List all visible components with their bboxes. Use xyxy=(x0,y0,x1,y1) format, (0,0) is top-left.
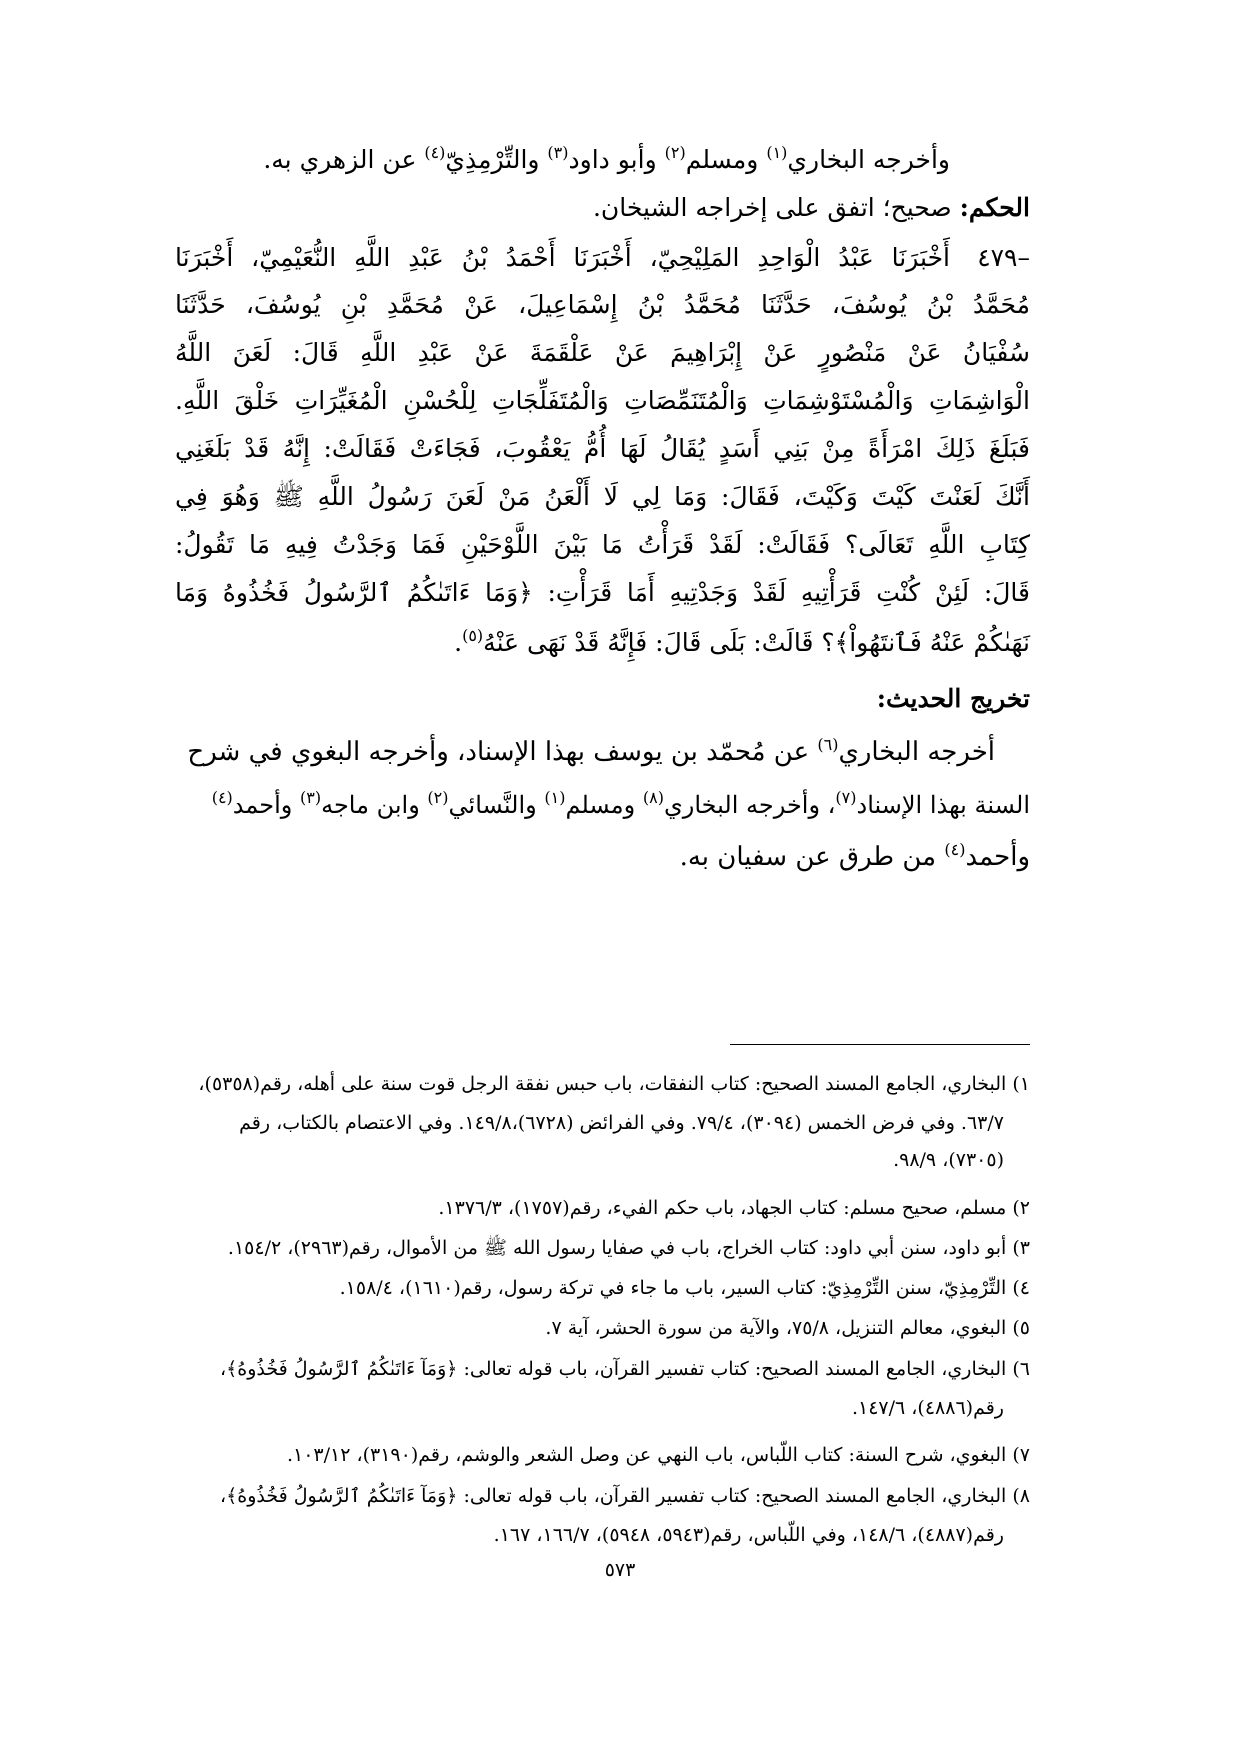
takhrij-line-2: السنة بهذا الإسناد$^{(٧)}$، وأخرجه البخاري$^{(٨)}$ ومسلم$^{(١)}$ والنَّسائي$^{(٢)}$ وابن ماجه$^{(٣)}$ وأحمد$^{(٤)}$ xyxy=(211,788,1030,819)
ruling-line: الحكم: صحيح؛ اتفق على إخراجه الشيخان. xyxy=(592,193,1030,222)
footnote-1-cont2: (٧٣٠٥)، ٩٨/٩. xyxy=(893,1149,1004,1171)
hadith-line-7: كِتَابِ اللَّهِ تَعَالَى؟ فَقَالَتْ: لَقَدْ قَرَأْتُ مَا بَيْنَ اللَّوْحَيْنِ فَمَا وَجَدْتُ فِيهِ مَا تَقُولُ: xyxy=(175,530,1030,559)
takhrij-line-1: أخرجه البخاري$^{(٦)}$ عن مُحمّد بن يوسف بهذا الإسناد، وأخرجه البغوي في شرح xyxy=(187,735,995,767)
takhrij-line-3: وأحمد$^{(٤)}$ من طرق عن سفيان به. xyxy=(679,840,1030,872)
footnote-7: ٧) البغوي، شرح السنة: كتاب اللّباس، باب النهي عن وصل الشعر والوشم، رقم(٣١٩٠)، ١٠٣/١٢. xyxy=(286,1444,1030,1466)
takhrij-line-prev: وأخرجه البخاري$^{(١)}$ ومسلم$^{(٢)}$ وأبو داود$^{(٣)}$ والتِّرْمِذِيّ$^{(٤)}$ عن الزهري به. xyxy=(263,143,950,174)
hadith-line-5: فَبَلَغَ ذَلِكَ امْرَأَةً مِنْ بَنِي أَسَدٍ يُقَالُ لَهَا أُمُّ يَعْقُوبَ، فَجَاءَتْ فَقَالَتْ: إِنَّهُ قَدْ بَلَغَنِي xyxy=(175,434,1030,463)
footnote-1-cont: ٦٣/٧. وفي فرض الخمس (٣٠٩٤)، ٧٩/٤. وفي الفرائض (٦٧٢٨)،١٤٩/٨. وفي الاعتصام بالكتاب، رقم xyxy=(239,1112,1004,1134)
page-number: ٥٧٣ xyxy=(604,1559,636,1581)
footnote-6: ٦) البخاري، الجامع المسند الصحيح: كتاب تفسير القرآن، باب قوله تعالى: ﴿وَمَآ ءَاتَىٰكُمُ ٱلرَّسُولُ فَخُذُوهُ﴾، xyxy=(219,1358,1030,1380)
footnote-8: ٨) البخاري، الجامع المسند الصحيح: كتاب تفسير القرآن، باب قوله تعالى: ﴿وَمَآ ءَاتَىٰكُمُ ٱلرَّسُولُ فَخُذُوهُ﴾، xyxy=(219,1485,1030,1507)
footnote-1: ١) البخاري، الجامع المسند الصحيح: كتاب النفقات، باب حبس نفقة الرجل قوت سنة على أهله، رقم(٥٣٥٨)، xyxy=(198,1073,1030,1095)
takhrij-title: تخريج الحديث: xyxy=(876,684,1030,713)
footnote-separator xyxy=(730,1044,1030,1045)
hadith-line-3: سُفْيَانُ عَنْ مَنْصُورٍ عَنْ إِبْرَاهِيمَ عَنْ عَلْقَمَةَ عَنْ عَبْدِ اللَّهِ قَالَ: لَعَنَ اللَّهُ xyxy=(175,338,1030,367)
hadith-line-8: قَالَ: لَئِنْ كُنْتِ قَرَأْتِيهِ لَقَدْ وَجَدْتِيهِ أَمَا قَرَأْتِ: ﴿وَمَا ءَاتَىٰكُمُ ٱلرَّسُولُ فَخُذُوهُ وَمَا xyxy=(175,578,1030,607)
footnote-4: ٤) التِّرْمِذِيّ، سنن التِّرْمِذِيّ: كتاب السير، باب ما جاء في تركة رسول، رقم(١٦١٠)، ١٥٨/٤. xyxy=(339,1277,1030,1299)
footnote-6-cont: رقم(٤٨٨٦)، ١٤٧/٦. xyxy=(851,1397,1004,1419)
hadith-number: ٤٧٩– xyxy=(977,243,1030,272)
footnote-2: ٢) مسلم، صحيح مسلم: كتاب الجهاد، باب حكم الفيء، رقم(١٧٥٧)، ١٣٧٦/٣. xyxy=(438,1197,1030,1219)
hadith-line-1: أَخْبَرَنَا عَبْدُ الْوَاحِدِ المَلِيْحِيّ، أَخْبَرَنَا أَحْمَدُ بْنُ عَبْدِ اللَّهِ النُّعَيْمِيّ، أَخْبَرَنَا xyxy=(175,243,950,272)
hadith-line-2: مُحَمَّدُ بْنُ يُوسُفَ، حَدَّثَنَا مُحَمَّدُ بْنُ إِسْمَاعِيلَ، عَنْ مُحَمَّدِ بْنِ يُوسُفَ، حَدَّثَنَا xyxy=(175,290,1030,319)
hadith-line-9: نَهَىٰكُمْ عَنْهُ فَٱنتَهُواْ﴾؟ قَالَتْ: بَلَى قَالَ: فَإِنَّهُ قَدْ نَهَى عَنْهُ$^{(٥)}$. xyxy=(454,626,1030,657)
hadith-line-6: أَنَّكَ لَعَنْتَ كَيْتَ وَكَيْتَ، فَقَالَ: وَمَا لِي لَا أَلْعَنُ مَنْ لَعَنَ رَسُولُ اللَّهِ ﷺ وَهُوَ فِي xyxy=(175,482,1030,511)
footnote-5: ٥) البغوي، معالم التنزيل، ٧٥/٨، والآية من سورة الحشر، آية ٧. xyxy=(545,1317,1030,1339)
footnote-3: ٣) أبو داود، سنن أبي داود: كتاب الخراج، باب في صفايا رسول الله ﷺ من الأموال، رقم(٢٩٦٣)، ١٥٤/٢. xyxy=(227,1237,1030,1259)
footnote-8-cont: رقم(٤٨٨٧)، ١٤٨/٦، وفي اللّباس، رقم(٥٩٤٣، ٥٩٤٨)، ١٦٦/٧، ١٦٧. xyxy=(493,1524,1004,1546)
ruling-label: الحكم: xyxy=(959,193,1030,222)
hadith-line-4: الْوَاشِمَاتِ وَالْمُسْتَوْشِمَاتِ وَالْمُتَنَمِّصَاتِ وَالْمُتَفَلِّجَاتِ لِلْحُسْنِ الْمُغَيِّرَاتِ خَلْقَ اللَّهِ. xyxy=(175,386,1031,415)
